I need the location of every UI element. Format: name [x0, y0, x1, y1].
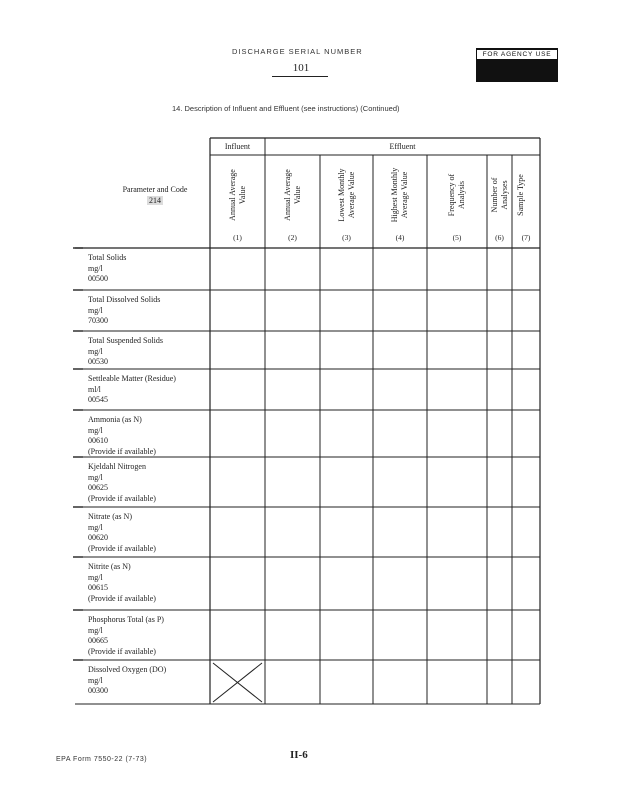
- column-number: (6): [495, 233, 504, 242]
- row-label-line: 00610: [88, 436, 108, 445]
- column-header-text: Number of: [489, 177, 499, 213]
- row-label-line: 00545: [88, 395, 108, 404]
- form-number: EPA Form 7550-22 (7-73): [56, 756, 148, 763]
- row-label-line: (Provide if available): [88, 593, 156, 603]
- column-header-text: Value: [237, 185, 247, 205]
- parameter-code: 214: [149, 196, 161, 205]
- column-header-text: Frequency of: [447, 173, 456, 217]
- discharge-serial-number: 101: [292, 62, 310, 74]
- row-label-line: Total Suspended Solids: [88, 336, 163, 345]
- row-label-line: 00500: [88, 274, 108, 283]
- column-header-text: Average Value: [400, 171, 409, 219]
- row-label-line: mg/l: [88, 425, 103, 435]
- row-label-line: mg/l: [88, 346, 103, 356]
- row-label: [88, 336, 163, 368]
- row-label-line: Nitrite (as N): [88, 562, 131, 571]
- row-label-line: 00300: [88, 686, 108, 695]
- row-label-line: mg/l: [88, 472, 103, 482]
- row-label-line: mg/l: [88, 675, 103, 685]
- column-header-4: [390, 160, 410, 230]
- discharge-serial-number-label: DISCHARGE SERIAL NUMBER: [232, 47, 363, 56]
- row-label-line: (Provide if available): [88, 446, 156, 456]
- row-label-line: Settleable Matter (Residue): [88, 374, 176, 383]
- column-header-text: Average Value: [346, 171, 356, 219]
- row-label-line: 00615: [88, 583, 108, 592]
- column-header-text: Analyses: [499, 180, 509, 210]
- column-header-6: [490, 160, 510, 230]
- row-label: [88, 295, 160, 327]
- column-header-text: Highest Monthly: [390, 167, 399, 223]
- row-label-line: mg/l: [88, 572, 103, 582]
- row-label-line: Kjeldahl Nitrogen: [88, 462, 146, 471]
- row-label-line: 00620: [88, 533, 108, 542]
- row-label-line: mg/l: [88, 263, 103, 273]
- row-label-line: Phosphorus Total (as P): [88, 615, 164, 624]
- column-number: (4): [395, 233, 405, 242]
- row-label: [88, 512, 156, 554]
- row-label-line: 00665: [88, 636, 108, 645]
- column-header-7: [516, 160, 536, 230]
- row-label: [88, 665, 166, 697]
- row-label-line: Total Solids: [88, 253, 127, 262]
- column-header-3: [337, 160, 357, 230]
- row-label-line: ml/l: [88, 384, 101, 394]
- row-label-line: Ammonia (as N): [88, 415, 142, 424]
- parameter-header-line: Parameter and Code: [122, 185, 188, 194]
- row-label-line: (Provide if available): [88, 493, 156, 503]
- page-number: II-6: [290, 749, 308, 761]
- row-label: [88, 374, 176, 406]
- row-label-line: 70300: [88, 316, 108, 325]
- section-description: 14. Description of Influent and Effluent (see instructions) (Continued): [172, 104, 400, 113]
- column-header-text: Lowest Monthly: [336, 168, 346, 222]
- row-label: [88, 415, 156, 457]
- column-number: (2): [288, 233, 297, 242]
- column-number: (7): [521, 233, 531, 242]
- row-label-line: mg/l: [88, 522, 103, 532]
- column-number: (5): [452, 233, 462, 242]
- row-label-line: (Provide if available): [88, 646, 156, 656]
- column-header-text: Annual Average: [282, 169, 292, 221]
- column-number: (3): [342, 233, 351, 242]
- row-label-line: mg/l: [88, 305, 103, 315]
- row-label-line: mg/l: [88, 625, 103, 635]
- row-label-line: Total Dissolved Solids: [88, 295, 161, 304]
- row-label-line: 00625: [88, 483, 108, 492]
- row-label: [88, 615, 164, 657]
- row-label: [88, 562, 156, 604]
- column-header-2: [283, 160, 303, 230]
- row-label-line: Nitrate (as N): [88, 512, 132, 521]
- column-number: (1): [233, 233, 242, 242]
- row-label: [88, 462, 156, 504]
- row-label-line: Dissolved Oxygen (DO): [88, 665, 167, 674]
- influent-header: Influent: [224, 142, 251, 151]
- parameter-header: [100, 184, 210, 206]
- row-label-line: (Provide if available): [88, 543, 156, 553]
- column-header-text: Analysis: [457, 181, 466, 209]
- effluent-header: Effluent: [389, 142, 416, 151]
- row-label: [88, 253, 126, 285]
- agency-use-label: FOR AGENCY USE: [476, 49, 558, 60]
- column-header-5: [447, 160, 467, 230]
- column-header-text: Value: [292, 185, 302, 205]
- column-header-text: Annual Average: [227, 169, 237, 221]
- column-header-1: [228, 160, 248, 230]
- column-header-text: Sample Type: [516, 174, 525, 216]
- row-label-line: 00530: [88, 357, 108, 366]
